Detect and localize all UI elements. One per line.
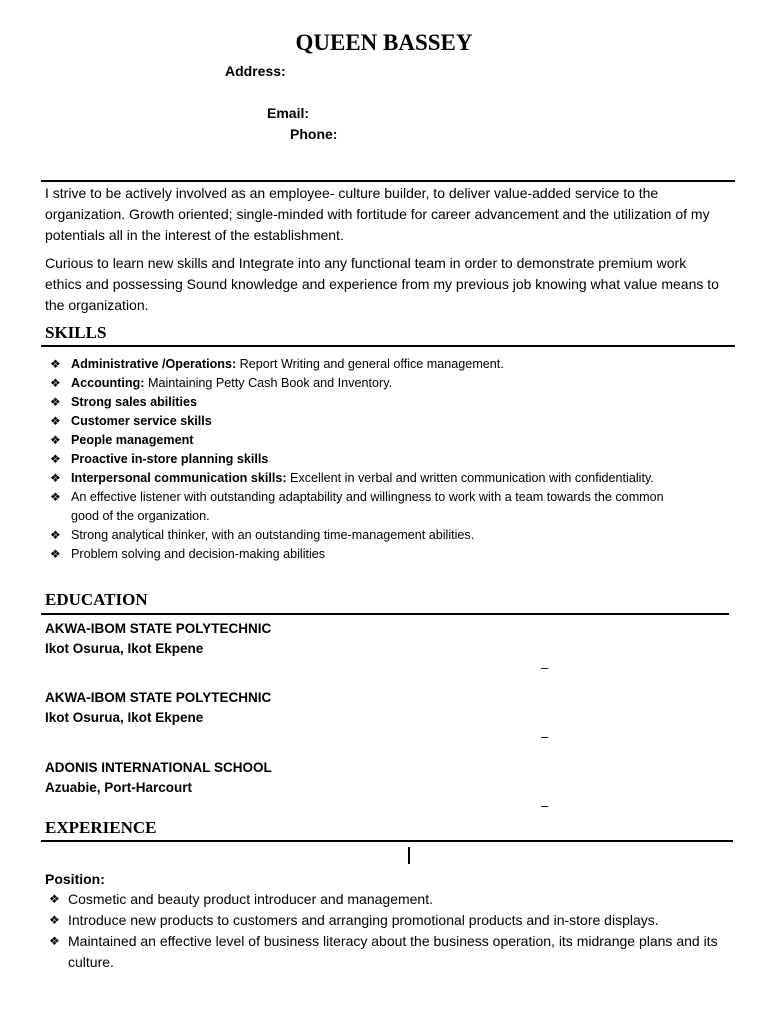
diamond-bullet-icon: ❖ bbox=[50, 471, 61, 485]
education-dates-1: – bbox=[541, 660, 549, 675]
diamond-bullet-icon: ❖ bbox=[50, 357, 61, 371]
diamond-bullet-icon: ❖ bbox=[50, 490, 61, 504]
resume-name: QUEEN BASSEY bbox=[295, 30, 473, 55]
diamond-bullet-icon: ❖ bbox=[50, 433, 61, 447]
list-item: ❖ Strong analytical thinker, with an outstanding time-management abilities. bbox=[46, 526, 671, 545]
email-label: Email: bbox=[267, 105, 310, 121]
list-item: ❖ Maintained an effective level of business literacy about the business operation, its midrange plans and its culture. bbox=[49, 933, 718, 970]
text-cursor bbox=[408, 847, 410, 864]
list-item: ❖ Problem solving and decision-making abilities bbox=[46, 545, 671, 564]
list-item: ❖ Cosmetic and beauty product introducer and management. bbox=[45, 889, 730, 910]
list-item: ❖ Customer service skills bbox=[46, 412, 671, 431]
education-heading: EDUCATION bbox=[45, 590, 148, 609]
education-dates-3: – bbox=[541, 798, 549, 813]
experience-list bbox=[45, 889, 730, 973]
diamond-bullet-icon: ❖ bbox=[50, 395, 61, 409]
list-item: ❖ Proactive in-store planning skills bbox=[46, 450, 671, 469]
list-item: ❖ An effective listener with outstanding adaptability and willingness to work with a team towards the common good of the organization. bbox=[50, 490, 664, 523]
list-item: ❖ Administrative /Operations: Report Writing and general office management. bbox=[46, 355, 671, 374]
education-location-2: Ikot Osurua, Ikot Ekpene bbox=[45, 710, 204, 725]
diamond-bullet-icon: ❖ bbox=[50, 547, 61, 561]
list-item: ❖ Strong sales abilities bbox=[46, 393, 671, 412]
diamond-bullet-icon: ❖ bbox=[50, 376, 61, 390]
skills-list bbox=[46, 355, 671, 564]
list-item: ❖ Interpersonal communication skills: Excellent in verbal and written communication with confidentiality. bbox=[46, 469, 671, 488]
list-item: ❖ Accounting: Maintaining Petty Cash Book and Inventory. bbox=[46, 374, 671, 393]
summary-paragraph-2: Curious to learn new skills and Integrate into any functional team in order to demonstrate premium work ethics and possessing Sound knowledge and experience from my previous job knowing what value means to the organization. bbox=[45, 255, 719, 313]
education-school-2: AKWA-IBOM STATE POLYTECHNIC bbox=[45, 690, 272, 705]
diamond-bullet-icon: ❖ bbox=[50, 414, 61, 428]
education-location-3: Azuabie, Port-Harcourt bbox=[45, 780, 193, 795]
education-dates-2: – bbox=[541, 729, 549, 744]
diamond-bullet-icon: ❖ bbox=[49, 934, 60, 948]
list-item: ❖ Introduce new products to customers and arranging promotional products and in-store displays. bbox=[45, 910, 730, 931]
summary-paragraph-1: I strive to be actively involved as an employee- culture builder, to deliver value-added service to the organization. Growth oriented; single-minded with fortitude for career advancement and the utilization of my potentials all in the interest of the establishment. bbox=[45, 185, 710, 243]
address-label: Address: bbox=[225, 63, 286, 79]
list-item: ❖ People management bbox=[46, 431, 671, 450]
experience-heading: EXPERIENCE bbox=[45, 818, 157, 837]
diamond-bullet-icon: ❖ bbox=[50, 452, 61, 466]
diamond-bullet-icon: ❖ bbox=[50, 528, 61, 542]
education-divider bbox=[41, 613, 729, 615]
experience-divider bbox=[41, 840, 733, 842]
header-divider bbox=[41, 180, 735, 182]
education-location-1: Ikot Osurua, Ikot Ekpene bbox=[45, 641, 204, 656]
phone-label: Phone: bbox=[290, 126, 338, 142]
diamond-bullet-icon: ❖ bbox=[49, 913, 60, 927]
position-label: Position: bbox=[45, 871, 105, 887]
diamond-bullet-icon: ❖ bbox=[49, 892, 60, 906]
education-school-1: AKWA-IBOM STATE POLYTECHNIC bbox=[45, 621, 272, 636]
education-school-3: ADONIS INTERNATIONAL SCHOOL bbox=[45, 760, 272, 775]
skills-heading: SKILLS bbox=[45, 323, 107, 342]
skills-divider bbox=[41, 345, 735, 347]
